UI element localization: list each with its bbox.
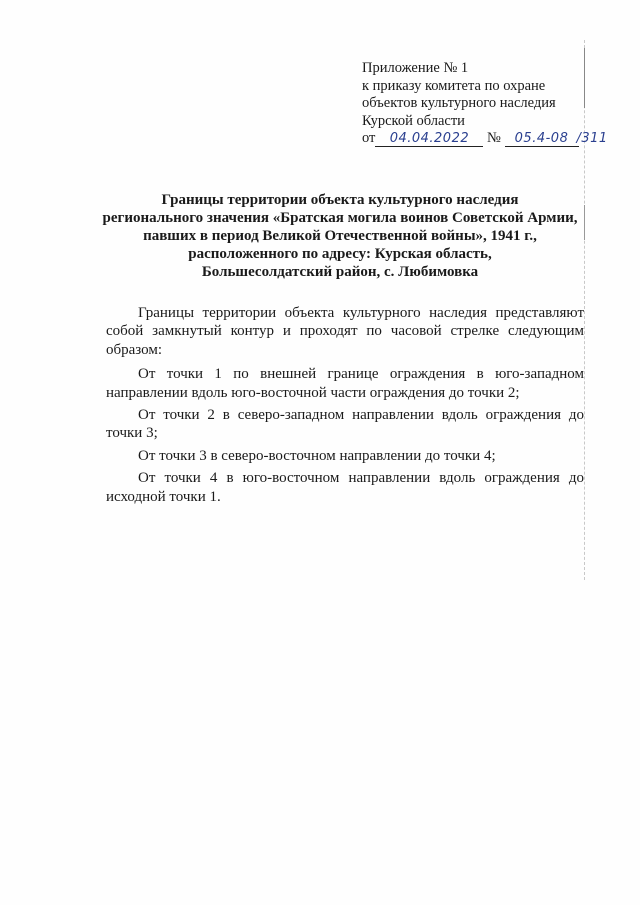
- title-line-3: павших в период Великой Отечественной войны», 1941 г.,: [143, 228, 537, 244]
- paragraph-point-3: От точки 3 в северо-восточном направлении до точки 4;: [138, 447, 496, 464]
- paragraph-point-1: От точки 1 по внешней границе ограждения в юго-западном направлении вдоль юго-восточной части ограждения до точки 2;: [106, 366, 584, 401]
- document-body: [106, 304, 584, 510]
- order-date-handwritten: 04.04.2022: [375, 131, 483, 147]
- title-line-5: Большесолдатский район, с. Любимовка: [201, 264, 479, 280]
- paragraph-point-4: От точки 4 в юго-восточном направлении вдоль ограждения до исходной точки 1.: [106, 470, 584, 505]
- paragraph-point-2: От точки 2 в северо-западном направлении вдоль ограждения до точки 3;: [106, 407, 584, 442]
- title-line-4: расположенного по адресу: Курская область,: [188, 246, 492, 262]
- order-number-handwritten: 05.4-08: [505, 131, 579, 147]
- title-line-2: регионального значения «Братская могила воинов Советской Армии,: [102, 210, 578, 226]
- order-date-number-line: [362, 130, 608, 148]
- order-number-suffix-handwritten: /311: [576, 131, 608, 146]
- appendix-number: Приложение № 1: [362, 60, 469, 76]
- paragraph-boundary-intro: Границы территории объекта культурного наследия представляют собой замкнутый контур и проходят по часовой стрелке следующим образом:: [106, 305, 584, 358]
- appendix-header: [362, 60, 608, 148]
- appendix-committee: объектов культурного наследия: [362, 95, 556, 111]
- number-label: №: [487, 130, 501, 146]
- from-label: от: [362, 130, 376, 146]
- title-line-1: Границы территории объекта культурного наследия: [161, 192, 519, 208]
- document-title: [90, 191, 590, 281]
- appendix-order-ref: к приказу комитета по охране: [362, 77, 546, 94]
- appendix-region: Курской области: [362, 112, 465, 129]
